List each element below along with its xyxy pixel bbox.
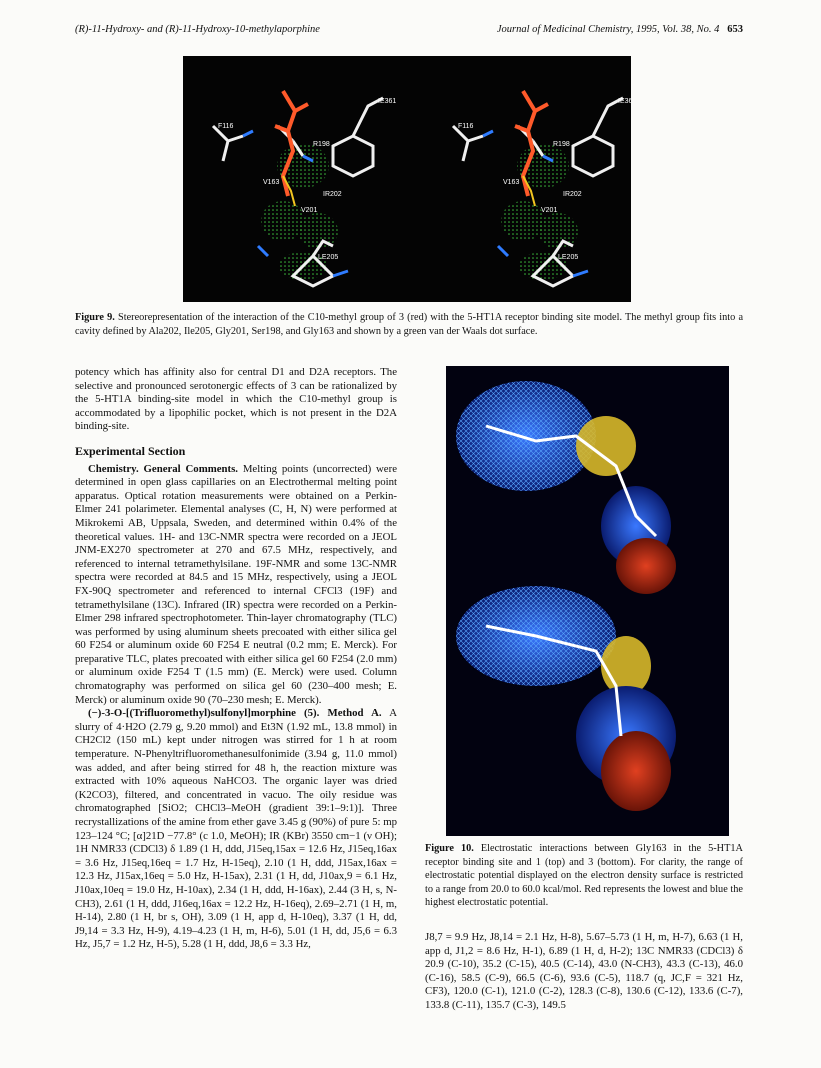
running-header	[75, 24, 743, 35]
figure-10-caption-text: Electrostatic interactions between Gly163 in the 5-HT1A receptor binding site and 1 (top) and 3 (bottom). For clarity, the range of electrostatic potential displayed on the electron density surface is restricted to a range from 20.0 to 60.0 kcal/mol. Red represents the lowest and blue the highest electrostatic potential.	[425, 843, 743, 908]
molecule-3-bottom	[456, 586, 676, 811]
journal-citation: Journal of Medicinal Chemistry, 1995, Vol. 38, No. 4 653	[496, 24, 743, 35]
stereo-molecular-model	[183, 56, 631, 302]
figure-9-image	[183, 56, 631, 302]
intro-paragraph: potency which has affinity also for central D1 and D2A receptors. The selective and pronounced serotonergic effects of 3 can be rationalized by the 5-HT1A binding-site model in which the C10-methyl group is accommodated by a lipophilic pocket, which is not present in the D2A binding-site.	[75, 366, 397, 433]
electrostatic-surface-render	[446, 366, 729, 836]
figure-9-label: Figure 9.	[75, 312, 115, 323]
svg-text:IR202: IR202	[323, 191, 342, 198]
chemistry-heading: Chemistry. General Comments.	[88, 462, 238, 475]
right-column-continuation	[425, 931, 743, 1013]
molecule-1-top	[456, 381, 676, 594]
method-a-paragraph	[75, 707, 397, 952]
page-number: 653	[727, 24, 743, 35]
left-column	[75, 366, 397, 952]
section-heading: Experimental Section	[75, 443, 186, 458]
figure-10-caption	[425, 842, 743, 910]
running-title: (R)-11-Hydroxy- and (R)-11-Hydroxy-10-methylaporphine	[75, 24, 320, 35]
method-a-text: A slurry of 4·H2O (2.79 g, 9.20 mmol) and Et3N (1.92 mL, 13.8 mmol) in CH2Cl2 (150 mL) kept under nitrogen was stirred for 1 h at room temperature. N-Phenyltrifluoromethanesulfonimide (3.94 g, 11.0 mmol) was added, and after being stirred for 48 h, the reaction mixture was extracted with 10% aqueous NaHCO3. The organic layer was dried (K2CO3), filtered, and concentrated in vacuo. The oily residue was chromatographed [SiO2; CHCl3–MeOH (gradient 39:1–9:1)]. Three recrystallizations of the amine from ether gave 3.45 g (90%) of pure 5: mp 123–124 °C; [α]21D −77.8° (c 1.0, MeOH); IR (KBr) 3550 cm−1 (ν OH); 1H NMR33 (CDCl3) δ 1.89 (1 H, ddd, J15eq,15ax = 12.6 Hz, J15eq,16ax = 3.6 Hz, J15eq,16eq = 1.7 Hz, H-15eq), 2.10 (1 H, ddd, J15ax,16ax = 12.3 Hz, J15ax,16eq = 5.0 Hz, H-15ax), 2.31 (1 H, dd, J10ax,9 = 6.1 Hz, J10ax,10eq = 19.0 Hz, H-10ax), 2.34 (1 H, ddd, H-16ax), 2.44 (3 H, s, N-CH3), 2.61 (1 H, ddd, J16eq,16ax = 12.2 Hz, H-16eq), 2.69–2.71 (1 H, m, H-14), 2.80 (1 H, br s, OH), 3.09 (1 H, app d, H-10eq), 3.37 (1 H, dd, J9,14 = 3.3 Hz, H-9), 4.19–4.23 (1 H, m, H-6), 5.01 (1 H, dd, J5,6 = 6.3 Hz, J5,7 = 1.2 Hz, H-5), 5.28 (1 H, ddd, J8,6 = 3.3 Hz,	[75, 707, 397, 951]
chemistry-paragraph	[75, 463, 397, 708]
figure-9-caption-text: Stereorepresentation of the interaction of the C10-methyl group of 3 (red) with the 5-HT1A receptor binding site model. The methyl group fits into a cavity defined by Ala202, Ile205, Gly201, Ser198, and Gly163 and shown by a green van der Waals dot surface.	[75, 312, 744, 337]
figure-9-caption	[75, 311, 743, 338]
svg-text:R198: R198	[313, 141, 330, 148]
chemistry-text: Melting points (uncorrected) were determined in open glass capillaries on an Electrothermal melting point apparatus. Optical rotation measurements were obtained on a Perkin-Elmer 241 polarimeter. Elemental analyses (C, H, N) were performed at Mikrokemi AB, Uppsala, Sweden, and determined within 0.4% of the theoretical values. 1H- and 13C-NMR spectra were recorded on a JEOL JNM-EX270 spectrometer at 270 and 67.5 MHz, respectively, and referenced to internal tetramethylsilane. 19F-NMR and some 13C-NMR spectra were recorded at 84.5 and 15 MHz, respectively, using a JEOL FX-90Q spectrometer and referenced to internal CFCl3 (19F) and tetramethylsilane (13C). Infrared (IR) spectra were recorded on a Perkin-Elmer 298 infrared spectrophotometer. Thin-layer chromatography (TLC) was performed by using aluminum sheets precoated with either silica gel 60 F254 or aluminum oxide 60 F254 E neutral (0.2 mm; E. Merck). For preparative TLC, plates precoated with either silica gel 60 F254 (2.0 mm) or aluminum oxide F254 T (1.5 mm) (E. Merck) were used. Column chromatography was performed on silica gel 60 (230–400 mesh; E. Merck) or aluminum oxide 90 (70–230 mesh; E. Merck).	[75, 462, 397, 706]
svg-text:F116: F116	[218, 123, 234, 130]
method-a-heading: (−)-3-O-[(Trifluoromethyl)sulfonyl]morphine (5). Method A.	[88, 707, 382, 720]
svg-text:V163: V163	[263, 179, 280, 186]
figure-10-label: Figure 10.	[425, 843, 474, 854]
figure-10-image	[446, 366, 729, 836]
svg-text:V201: V201	[301, 207, 318, 214]
svg-text:IE361: IE361	[378, 98, 397, 105]
stereo-view-left	[213, 91, 396, 286]
svg-text:LE205: LE205	[318, 254, 339, 261]
nmr-data-paragraph: J8,7 = 9.9 Hz, J8,14 = 2.1 Hz, H-8), 5.67–5.73 (1 H, m, H-7), 6.63 (1 H, app d, J1,2 = 8.6 Hz, H-1), 6.89 (1 H, d, H-2); 13C NMR33 (CDCl3) δ 20.9 (C-10), 35.2 (C-15), 40.5 (C-14), 43.0 (N-CH3), 43.3 (C-13), 46.0 (C-16), 58.5 (C-9), 66.5 (C-6), 93.6 (C-5), 118.7 (q, JC,F = 321 Hz, CF3), 120.0 (C-1), 121.0 (C-2), 128.3 (C-8), 130.6 (C-12), 133.6 (C-7), 133.8 (C-11), 135.7 (C-3), 149.5	[425, 931, 743, 1011]
